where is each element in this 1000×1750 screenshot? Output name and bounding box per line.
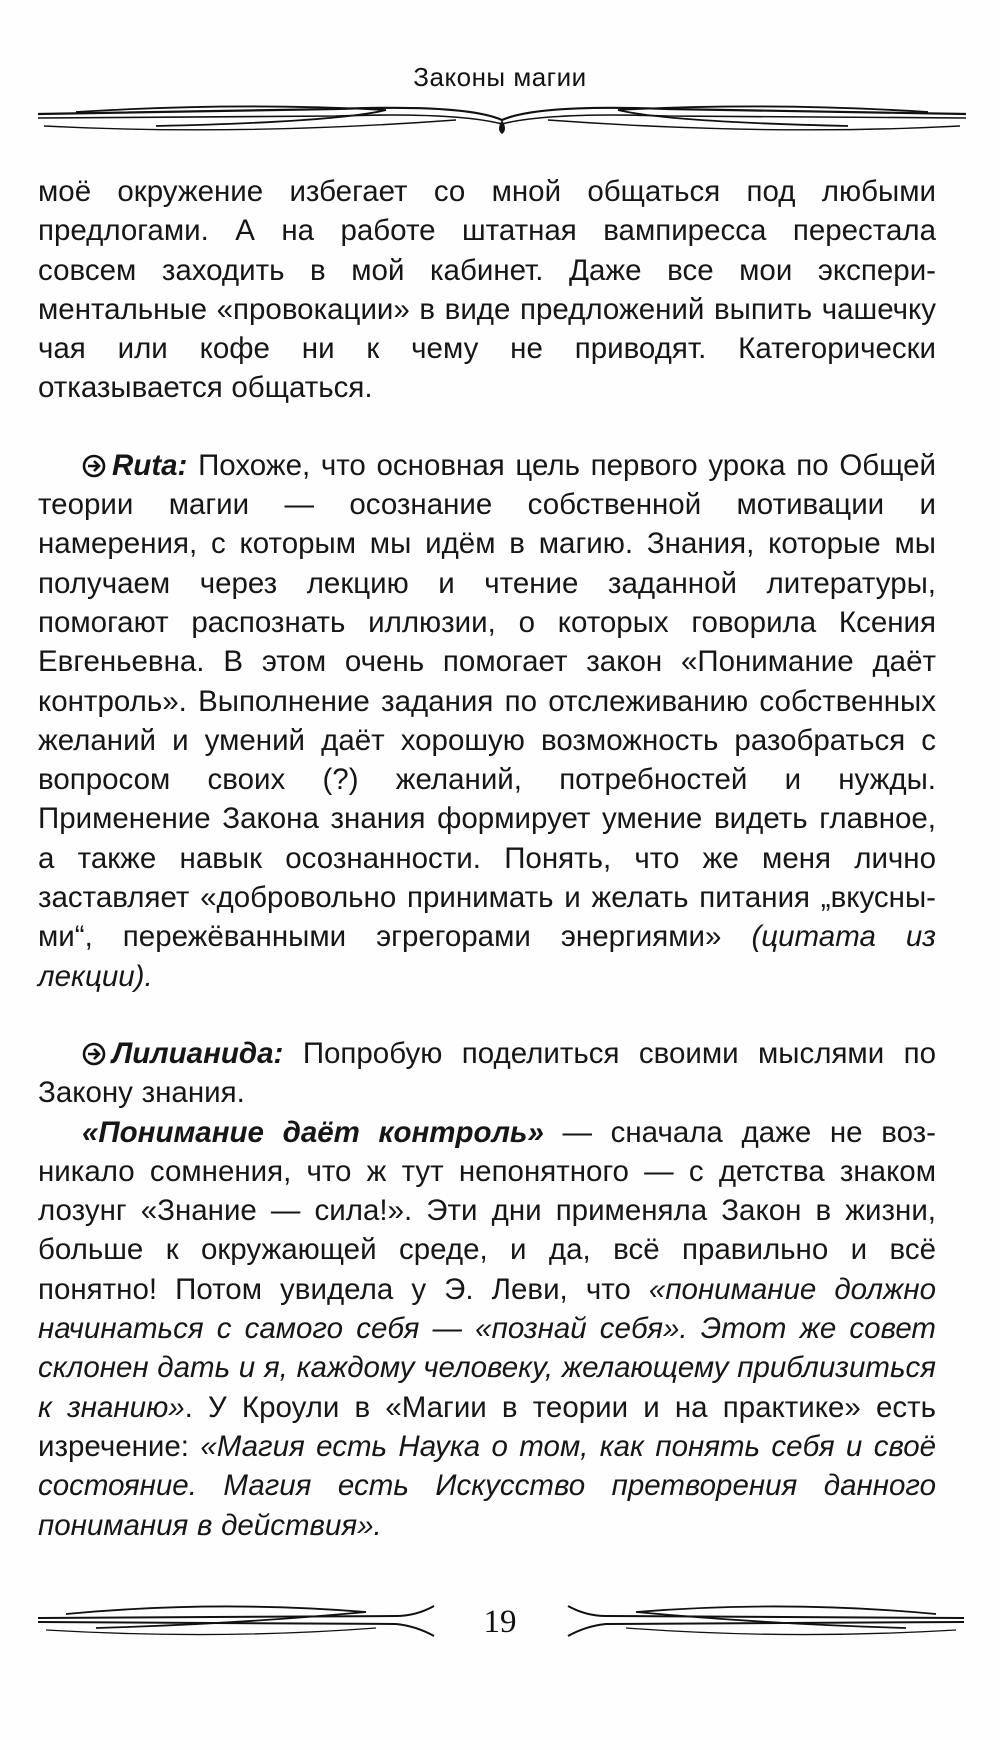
citation: (цитата из лекции). [38, 920, 936, 993]
paragraph-text: . У Кроули в «Магии в теории и на практике» есть изречение: [38, 1390, 936, 1463]
paragraph-gap [38, 996, 936, 1034]
running-head: Законы магии [413, 62, 587, 92]
paragraph-gap [38, 408, 936, 446]
levi-quote: «понимание должно начинаться с самого себя — «познай себя». Этот же совет склонен дать и я, каждому человеку, желающему приблизиться к знанию» [38, 1272, 936, 1424]
page-number: 19 [483, 1604, 517, 1640]
law-title-quote: «Понимание даёт контроль» [82, 1115, 544, 1149]
speaker-name: Лилианида: [112, 1036, 284, 1070]
arrow-circle-icon [82, 454, 106, 478]
body-text [38, 172, 936, 1545]
crowley-quote: «Магия есть Наука о том, как понять себя и своё состояние. Магия есть Искусство претворения данного понимания в действия». [38, 1429, 937, 1542]
paragraph-lilianida [38, 1034, 936, 1113]
footer-ornament-right [566, 1598, 966, 1642]
paragraph-text: Попробую поделиться своими мыслями по Закону знания. [38, 1036, 936, 1110]
paragraph-ruta [38, 446, 936, 996]
arrow-circle-icon [82, 1042, 106, 1066]
paragraph-continuation: моё окружение избегает со мной общаться под любыми предлогами. А на работе штатная вампиресса перестала совсем заходить в мой кабинет. Даже все мои экспериментальные «провокации» в виде предложений выпить чашечку чая или кофе ни к чему не приводят. Категорически отказывается общаться. [38, 175, 936, 405]
paragraph-text: — сначала даже не возникало сомнения, что ж тут непонятного — с детства знаком лозунг «Знание — сила!». Эти дни применяла Закон в жизни, больше к окружающей среде, и да, всё правильно и всё понятно! Потом увидела у Э. Леви, что [38, 1115, 936, 1306]
header-ornament [36, 100, 968, 140]
paragraph-law-discussion [38, 1113, 936, 1545]
speaker-name: Ruta: [112, 448, 188, 482]
paragraph-text: Похоже, что основная цель первого урока по Общей теории магии — осознание собственной мотивации и намерения, с которым мы идём в магию. Знания, которые мы получаем через лекцию и чтение заданной литературы, помогают распознать иллюзии, о которых говорила Ксения Евгеньевна. В этом очень помогает закон «Понимание даёт контроль». Выполнение задания по отслеживанию собственных желаний и умений даёт хорошую возможность разобраться с вопросом своих (?) желаний, потребностей и нужды. Применение Закона знания формирует умение видеть главное, а также навык осознанности. Понять, что же меня лично заставляет «добровольно принимать и желать питания „вкусными“, пережёванными эгрегорами энергиями» [38, 448, 936, 954]
